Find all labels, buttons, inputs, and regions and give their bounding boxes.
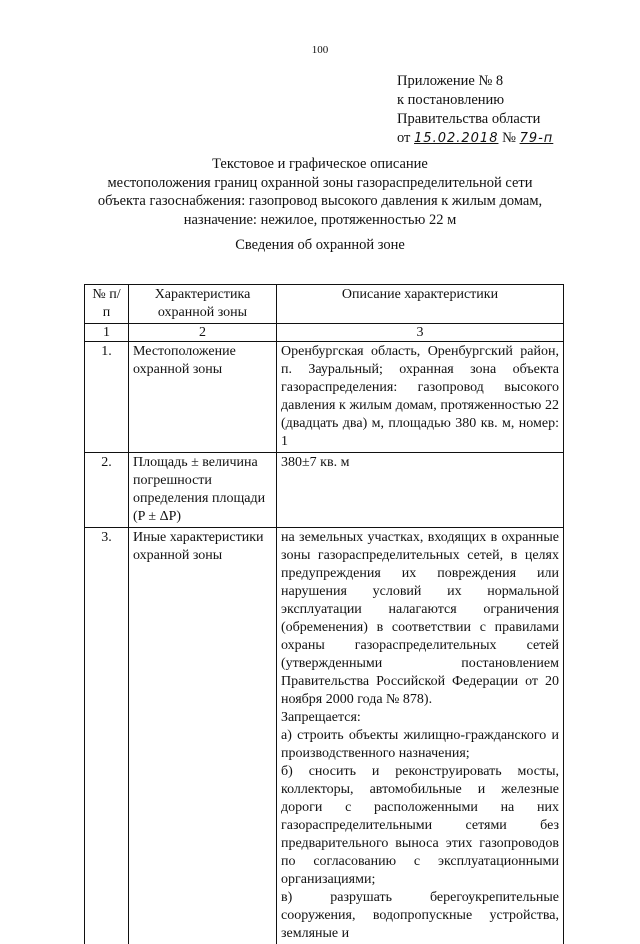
row-characteristic: Местоположение охранной зоны bbox=[129, 342, 277, 453]
section-subtitle: Сведения об охранной зоне bbox=[0, 237, 640, 254]
index-cell: 3 bbox=[277, 324, 564, 342]
title-line-4: назначение: нежилое, протяженностью 22 м bbox=[0, 211, 640, 230]
appendix-date-number bbox=[397, 129, 553, 148]
zone-info-table bbox=[84, 284, 564, 944]
table-row bbox=[85, 342, 564, 453]
row-characteristic: Иные характеристики охранной зоны bbox=[129, 528, 277, 944]
row-number: 1. bbox=[85, 342, 129, 453]
appendix-block bbox=[397, 72, 553, 148]
header-characteristic: Характеристика охранной зоны bbox=[129, 285, 277, 324]
table-header-row bbox=[85, 285, 564, 324]
header-num: № п/п bbox=[85, 285, 129, 324]
table-row bbox=[85, 453, 564, 528]
row-characteristic: Площадь ± величина погрешности определения площади (P ± ΔP) bbox=[129, 453, 277, 528]
number-value: 79-п bbox=[520, 131, 554, 146]
index-cell: 1 bbox=[85, 324, 129, 342]
appendix-resolution: к постановлению bbox=[397, 91, 553, 110]
description-prohibited-heading: Запрещается: bbox=[281, 709, 559, 727]
page-number: 100 bbox=[0, 44, 640, 56]
description-item-a: а) строить объекты жилищно-гражданского и производственного назначения; bbox=[281, 727, 559, 763]
appendix-title: Приложение № 8 bbox=[397, 72, 553, 91]
number-prefix: № bbox=[502, 130, 516, 146]
date-value: 15.02.2018 bbox=[414, 131, 498, 146]
table-index-row bbox=[85, 324, 564, 342]
title-line-2: местоположения границ охранной зоны газораспределительной сети bbox=[0, 174, 640, 193]
row-description: Оренбургская область, Оренбургский район, п. Зауральный; охранная зона объекта газораспределения: газопровод высокого давления к жилым домам, протяженностью 22 (двадцать два) м, площадью 380 кв. м, номер: 1 bbox=[277, 342, 564, 453]
row-number: 2. bbox=[85, 453, 129, 528]
appendix-government: Правительства области bbox=[397, 110, 553, 129]
description-item-v: в) разрушать берегоукрепительные сооружения, водопропускные устройства, земляные и bbox=[281, 889, 559, 943]
row-description bbox=[277, 528, 564, 944]
description-item-b: б) сносить и реконструировать мосты, коллекторы, автомобильные и железные дороги с расположенными на них газораспределительными сетями без предварительного выноса этих газопроводов по согласованию с эксплуатационными организациями; bbox=[281, 763, 559, 889]
row-description: 380±7 кв. м bbox=[277, 453, 564, 528]
title-line-1: Текстовое и графическое описание bbox=[0, 155, 640, 174]
title-line-3: объекта газоснабжения: газопровод высокого давления к жилым домам, bbox=[0, 192, 640, 211]
index-cell: 2 bbox=[129, 324, 277, 342]
table-row bbox=[85, 528, 564, 944]
row-number: 3. bbox=[85, 528, 129, 944]
header-description: Описание характеристики bbox=[277, 285, 564, 324]
description-paragraph: на земельных участках, входящих в охранные зоны газораспределительных сетей, в целях предупреждения их повреждения или нарушения условий их нормальной эксплуатации налагаются ограничения (обременения) в соответствии с правилами охраны газораспределительных сетей (утвержденными постановлением Правительства Российской Федерации от 20 ноября 2000 года № 878). bbox=[281, 529, 559, 709]
document-title bbox=[0, 155, 640, 229]
date-prefix: от bbox=[397, 130, 410, 146]
